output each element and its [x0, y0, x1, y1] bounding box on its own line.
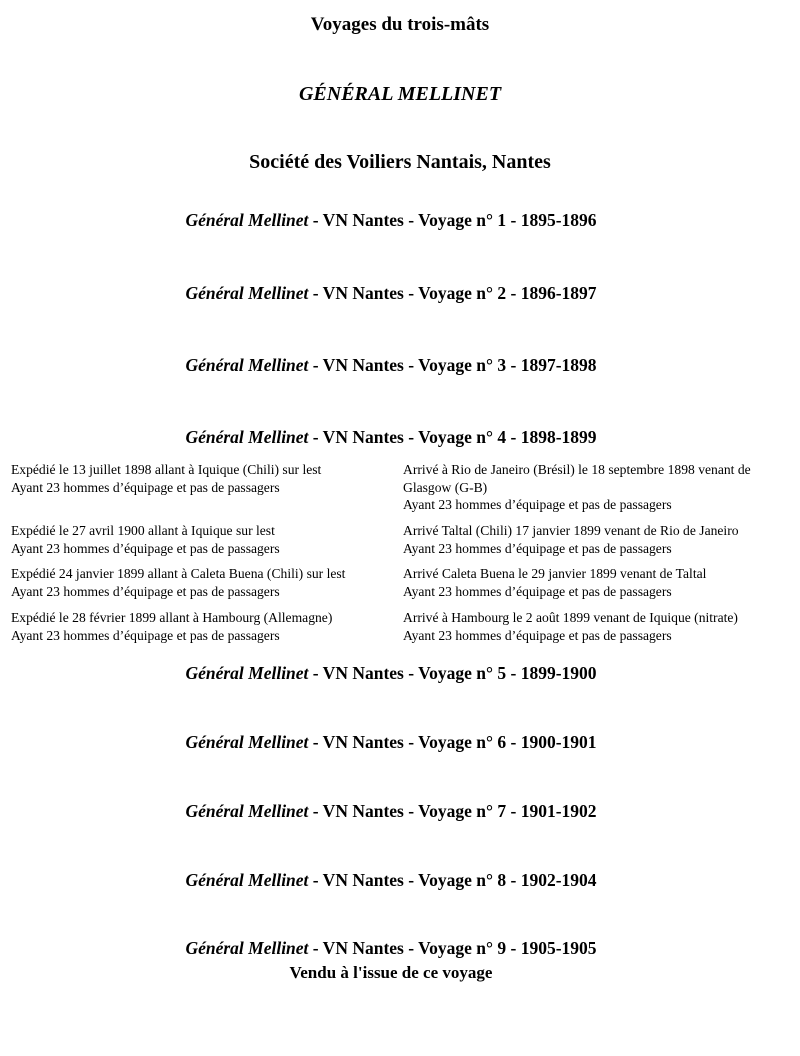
voyage-details: - VN Nantes - Voyage n° 8 - 1902-1904: [308, 870, 597, 890]
voyage-ship-name: Général Mellinet: [185, 283, 309, 303]
departure-text: Expédié le 13 juillet 1898 allant à Iquique (Chili) sur lest: [11, 462, 322, 477]
arrival-entry-3: [403, 565, 788, 600]
voyage-details: - VN Nantes - Voyage n° 4 - 1898-1899: [308, 427, 597, 447]
arrival-entry-4: [403, 609, 788, 644]
crew-text: Ayant 23 hommes d’équipage et pas de passagers: [403, 627, 672, 643]
voyage-ship-name: Général Mellinet: [185, 355, 309, 375]
arrival-text: Arrivé à Hambourg le 2 août 1899 venant de Iquique (nitrate): [403, 610, 738, 625]
voyage-heading-5: [0, 663, 782, 684]
departure-entry-4: [11, 609, 396, 644]
voyage-ship-name: Général Mellinet: [185, 870, 309, 890]
voyage-heading-1: [0, 210, 782, 231]
departure-text: Expédié 24 janvier 1899 allant à Caleta Buena (Chili) sur lest: [11, 566, 346, 581]
voyage-details: - VN Nantes - Voyage n° 3 - 1897-1898: [308, 355, 597, 375]
crew-text: Ayant 23 hommes d’équipage et pas de passagers: [403, 540, 672, 556]
crew-text: Ayant 23 hommes d’équipage et pas de passagers: [11, 627, 280, 643]
voyage-heading-2: [0, 283, 782, 304]
document-title: Voyages du trois-mâts: [310, 14, 490, 35]
crew-text: Ayant 23 hommes d’équipage et pas de passagers: [403, 583, 672, 599]
voyage-heading-6: [0, 732, 782, 753]
voyage-ship-name: Général Mellinet: [185, 732, 309, 752]
voyage-heading-3: [0, 355, 782, 376]
voyage-details: - VN Nantes - Voyage n° 9 - 1905-1905: [308, 938, 597, 958]
arrival-text: Arrivé Caleta Buena le 29 janvier 1899 venant de Taltal: [403, 566, 707, 581]
departure-text: Expédié le 28 février 1899 allant à Hambourg (Allemagne): [11, 610, 333, 625]
closing-note: Vendu à l'issue de ce voyage: [289, 963, 493, 982]
voyage-details: - VN Nantes - Voyage n° 2 - 1896-1897: [308, 283, 597, 303]
arrival-text: Arrivé Taltal (Chili) 17 janvier 1899 venant de Rio de Janeiro: [403, 523, 739, 538]
owner-heading: Société des Voiliers Nantais, Nantes: [249, 151, 551, 173]
crew-text: Ayant 23 hommes d’équipage et pas de passagers: [11, 583, 280, 599]
voyage-details: - VN Nantes - Voyage n° 6 - 1900-1901: [308, 732, 597, 752]
voyage-heading-4: [0, 427, 782, 448]
voyage-details: - VN Nantes - Voyage n° 5 - 1899-1900: [308, 663, 597, 683]
arrival-entry-2: [403, 522, 788, 557]
crew-text: Ayant 23 hommes d’équipage et pas de passagers: [403, 497, 672, 512]
departure-text: Expédié le 27 avril 1900 allant à Iquique sur lest: [11, 523, 275, 538]
voyage-ship-name: Général Mellinet: [185, 427, 309, 447]
voyage-ship-name: Général Mellinet: [185, 801, 309, 821]
ship-name-heading: GÉNÉRAL MELLINET: [298, 83, 502, 105]
voyage-ship-name: Général Mellinet: [185, 210, 309, 230]
departure-entry-2: [11, 522, 396, 557]
voyage-details: - VN Nantes - Voyage n° 1 - 1895-1896: [308, 210, 597, 230]
departure-entry-1: [11, 461, 396, 496]
voyage-ship-name: Général Mellinet: [185, 663, 309, 683]
voyage-heading-9: [0, 938, 782, 959]
crew-text: Ayant 23 hommes d’équipage et pas de passagers: [11, 479, 280, 495]
voyage-heading-8: [0, 870, 782, 891]
voyage-ship-name: Général Mellinet: [185, 938, 309, 958]
arrival-entry-1: [403, 461, 788, 514]
departure-entry-3: [11, 565, 396, 600]
voyage-heading-7: [0, 801, 782, 822]
arrival-text: Arrivé à Rio de Janeiro (Brésil) le 18 septembre 1898 venant de Glasgow (G-B): [403, 462, 751, 495]
voyage-details: - VN Nantes - Voyage n° 7 - 1901-1902: [308, 801, 597, 821]
crew-text: Ayant 23 hommes d’équipage et pas de passagers: [11, 540, 280, 556]
